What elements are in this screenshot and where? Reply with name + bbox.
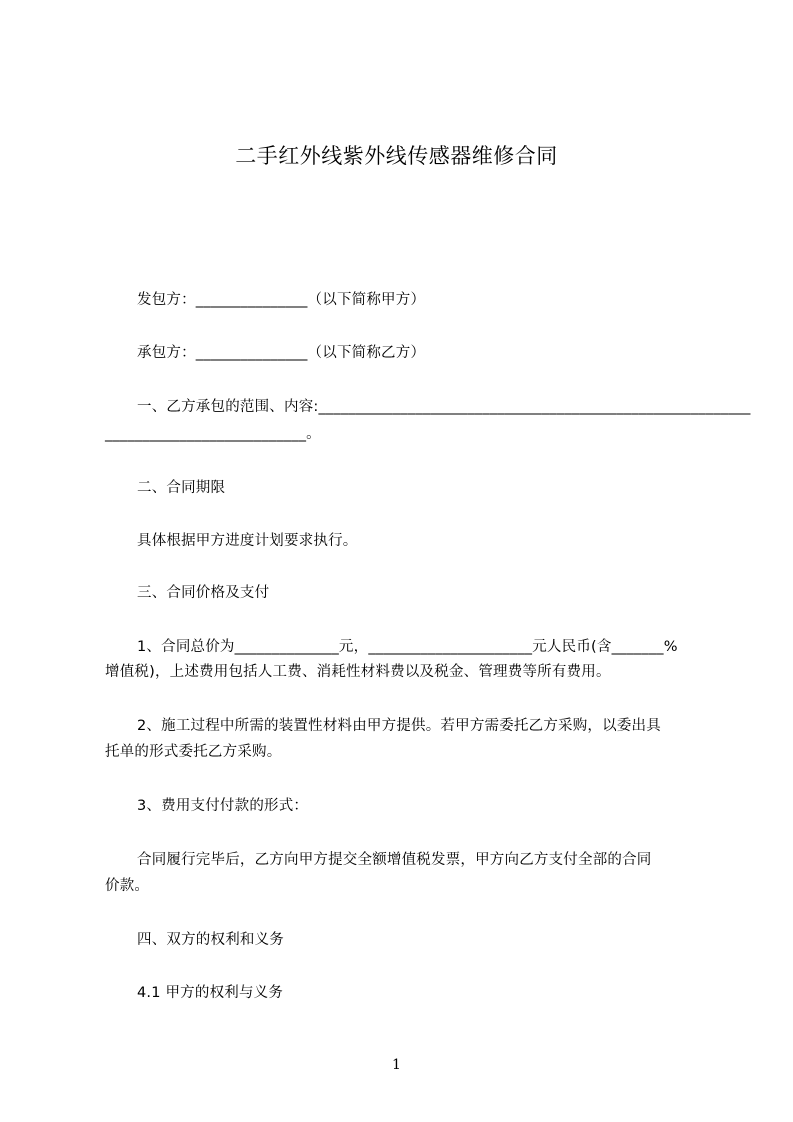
materials-line-2: 托单的形式委托乙方采购。 [105, 744, 282, 760]
party-b-line: 承包方：_______________（以下简称乙方） [137, 345, 426, 361]
scope-line-1: 一、乙方承包的范围、内容:__________________________________________________________ [137, 399, 751, 415]
rights-subheading: 4.1 甲方的权利与义务 [137, 985, 284, 1001]
price-line-1: 1、合同总价为______________元，______________________元人民币(含_______% [137, 639, 678, 655]
rights-heading: 四、双方的权利和义务 [137, 932, 284, 948]
page-number: 1 [392, 1057, 401, 1073]
term-text: 具体根据甲方进度计划要求执行。 [137, 533, 358, 549]
payment-line-1: 合同履行完毕后，乙方向甲方提交全额增值税发票，甲方向乙方支付全部的合同 [137, 852, 652, 868]
party-a-line: 发包方：_______________（以下简称甲方） [137, 292, 426, 308]
price-line-2: 增值税)，上述费用包括人工费、消耗性材料费以及税金、管理费等所有费用。 [105, 664, 611, 680]
scope-line-2: ___________________________。 [105, 426, 321, 442]
payment-line-2: 价款。 [105, 878, 150, 894]
price-heading: 三、合同价格及支付 [137, 585, 270, 601]
payment-heading: 3、费用支付付款的形式： [137, 798, 309, 814]
materials-line-1: 2、施工过程中所需的装置性材料由甲方提供。若甲方需委托乙方采购，以委出具 [137, 718, 661, 734]
term-heading: 二、合同期限 [137, 480, 226, 496]
document-title: 二手红外线紫外线传感器维修合同 [235, 144, 558, 168]
